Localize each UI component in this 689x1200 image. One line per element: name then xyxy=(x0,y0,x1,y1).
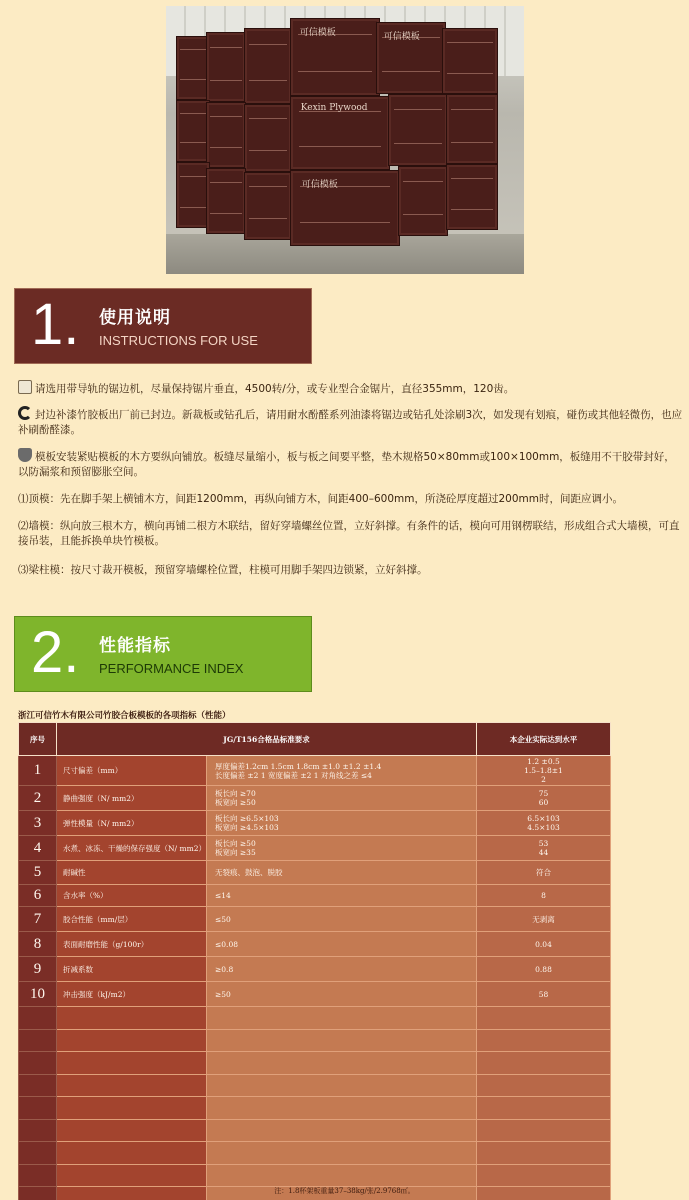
table-row xyxy=(19,932,611,957)
row-item: 水煮、冰冻、干燥的保存强度（N/ mm2） xyxy=(57,836,207,861)
row-actual xyxy=(477,861,611,885)
row-index: 8 xyxy=(19,932,57,957)
row-actual xyxy=(477,957,611,982)
actual-line: 58 xyxy=(538,989,549,999)
row-index: 10 xyxy=(19,982,57,1007)
plywood-stack xyxy=(446,164,498,230)
empty-cell xyxy=(207,1074,477,1097)
empty-cell xyxy=(57,1119,207,1142)
empty-cell xyxy=(207,1007,477,1030)
plywood-stack xyxy=(176,36,210,100)
plywood-stack xyxy=(244,28,292,104)
table-row xyxy=(19,982,611,1007)
empty-cell xyxy=(477,1097,611,1120)
actual-line: 0.88 xyxy=(535,964,552,974)
empty-cell xyxy=(207,1097,477,1120)
actual-line: 4.5×103 xyxy=(527,823,560,832)
empty-table-row xyxy=(19,1164,611,1187)
product-photo xyxy=(166,6,524,274)
standard-line: 板宽向 ≥4.5×103 xyxy=(215,823,279,832)
plywood-stack xyxy=(290,170,400,246)
table-caption: 浙江可信竹木有限公司竹胶合板模板的各项指标（性能） xyxy=(18,711,231,721)
plywood-stack xyxy=(244,172,292,240)
row-actual xyxy=(477,756,611,786)
row-standard xyxy=(207,756,477,786)
instruction-paragraph: ⑴顶模：先在脚手架上横铺木方，间距1200mm，再纵向铺方木，间距400–600mm，所浇砼厚度超过200mm时，间距应调小。 xyxy=(18,493,623,505)
row-index: 9 xyxy=(19,957,57,982)
standard-line: 无裂痕、鼓泡、脱胶 xyxy=(215,868,283,877)
table-row xyxy=(19,861,611,885)
performance-table xyxy=(18,722,611,1200)
row-actual xyxy=(477,982,611,1007)
plywood-stack xyxy=(176,100,210,162)
row-index: 2 xyxy=(19,786,57,811)
row-standard xyxy=(207,982,477,1007)
stack-brand-label: 可信模板 xyxy=(301,179,338,190)
instruction-paragraph: 封边补漆竹胶板出厂前已封边。新裁板或钻孔后，请用耐水酚醛系列油漆将锯边或钻孔处涂刷3次，如发现有划痕，碰伤或其他轻微伤，也应补刷酚醛漆。 xyxy=(18,406,684,438)
empty-table-row xyxy=(19,1097,611,1120)
plywood-stack xyxy=(206,32,246,102)
empty-cell xyxy=(477,1164,611,1187)
row-standard xyxy=(207,861,477,885)
empty-cell xyxy=(477,1142,611,1165)
row-actual xyxy=(477,932,611,957)
row-item: 耐碱性 xyxy=(57,861,207,885)
section-number: 1. xyxy=(31,292,80,357)
plywood-stack xyxy=(446,94,498,164)
row-item: 表面耐磨性能（g/100r） xyxy=(57,932,207,957)
row-item: 尺寸偏差（mm） xyxy=(57,756,207,786)
row-index: 6 xyxy=(19,885,57,907)
empty-cell xyxy=(19,1097,57,1120)
instruction-paragraph: ⑵墙模：纵向放三根木方，横向再铺二根方木联结，留好穿墙螺丝位置，立好斜撑。有条件的话，模向可用钢楞联结，形成组合式大墙模，可直接吊装，且能拆换单块竹模板。 xyxy=(18,520,680,547)
section-banner-instructions xyxy=(14,288,312,364)
row-actual xyxy=(477,885,611,907)
column-header: 本企业实际达到水平 xyxy=(477,723,611,756)
row-item: 静曲强度（N/ mm2） xyxy=(57,786,207,811)
stack-brand-label: Kexin Plywood xyxy=(300,102,368,113)
row-standard xyxy=(207,836,477,861)
row-item: 胶合性能（mm/层） xyxy=(57,907,207,932)
actual-line: 44 xyxy=(538,848,549,857)
empty-cell xyxy=(57,1029,207,1052)
stack-brand-label: 可信模板 xyxy=(299,28,336,39)
row-index: 3 xyxy=(19,811,57,836)
empty-table-row xyxy=(19,1029,611,1052)
row-item: 含水率（%） xyxy=(57,885,207,907)
table-row xyxy=(19,907,611,932)
table-row xyxy=(19,957,611,982)
row-index: 5 xyxy=(19,861,57,885)
table-row xyxy=(19,786,611,811)
table-header-row xyxy=(19,723,611,756)
actual-line: 60 xyxy=(538,798,549,807)
standard-line: 板长向 ≥6.5×103 xyxy=(215,814,279,823)
row-index: 7 xyxy=(19,907,57,932)
section-number: 2. xyxy=(31,620,80,685)
plywood-stack xyxy=(206,168,246,234)
actual-line: 1.5–1.8±1 xyxy=(524,766,563,775)
standard-line: 厚度偏差1.2cm 1.5cm 1.8cm ±1.0 ±1.2 ±1.4 xyxy=(215,761,382,771)
standard-line: ≤14 xyxy=(215,891,231,900)
section-subtitle: PERFORMANCE INDEX xyxy=(99,661,244,676)
standard-line: 板长向 ≥50 xyxy=(215,839,256,848)
empty-cell xyxy=(19,1052,57,1075)
plywood-stack xyxy=(442,28,498,94)
plywood-stack xyxy=(290,96,390,170)
table-row xyxy=(19,885,611,907)
table-row xyxy=(19,836,611,861)
row-item: 冲击强度（kJ/m2） xyxy=(57,982,207,1007)
empty-cell xyxy=(477,1029,611,1052)
plywood-stack xyxy=(388,94,448,166)
row-standard xyxy=(207,907,477,932)
empty-cell xyxy=(57,1164,207,1187)
standard-line: ≤0.08 xyxy=(215,939,238,949)
instruction-paragraph: ⑶梁柱模：按尺寸裁开模板，预留穿墙螺栓位置，柱模可用脚手架四边锁紧，立好斜撑。 xyxy=(18,564,428,576)
table-row xyxy=(19,811,611,836)
empty-table-row xyxy=(19,1052,611,1075)
standard-line: 板宽向 ≥35 xyxy=(215,848,256,857)
document-icon xyxy=(18,380,32,394)
plywood-stack xyxy=(244,104,292,172)
plywood-stack xyxy=(176,162,210,228)
row-index: 4 xyxy=(19,836,57,861)
table-footnote: 注：1.8杯架板重量37–38kg/张/2.9768㎡。 xyxy=(274,1187,415,1195)
instruction-paragraph: 模板安装紧贴模板的木方要纵向铺放。板缝尽量缩小，板与板之间要平整，垫木规格50×80mm或100×100mm，板缝用不干胶带封好，以防漏浆和预留膨胀空间。 xyxy=(18,448,684,480)
instruction-paragraph: 请选用带导轨的锯边机，尽量保持锯片垂直，4500转/分，或专业型合金锯片，直径355mm，120齿。 xyxy=(18,380,684,397)
empty-cell xyxy=(477,1119,611,1142)
section-title: 性能指标 xyxy=(99,636,171,656)
actual-line: 6.5×103 xyxy=(527,814,560,823)
empty-cell xyxy=(19,1029,57,1052)
empty-cell xyxy=(19,1142,57,1165)
standard-line: ≥50 xyxy=(215,989,231,999)
actual-line: 53 xyxy=(538,839,549,848)
row-standard xyxy=(207,885,477,907)
actual-line: 1.2 ±0.5 xyxy=(527,757,560,766)
actual-line: 8 xyxy=(541,891,546,900)
table-row xyxy=(19,756,611,786)
standard-line: 板宽向 ≥50 xyxy=(215,798,256,807)
empty-cell xyxy=(207,1164,477,1187)
empty-cell xyxy=(19,1007,57,1030)
empty-cell xyxy=(207,1119,477,1142)
empty-cell xyxy=(477,1007,611,1030)
row-actual xyxy=(477,786,611,811)
empty-table-row xyxy=(19,1007,611,1030)
actual-line: 75 xyxy=(538,789,549,798)
row-standard xyxy=(207,932,477,957)
shield-icon xyxy=(18,448,32,462)
section-banner-performance xyxy=(14,616,312,692)
empty-cell xyxy=(57,1074,207,1097)
plywood-stack xyxy=(398,166,448,236)
row-standard xyxy=(207,811,477,836)
standard-line: ≥0.8 xyxy=(215,964,234,974)
empty-cell xyxy=(19,1119,57,1142)
actual-line: 符合 xyxy=(536,868,551,877)
section-title: 使用说明 xyxy=(99,308,171,328)
empty-table-row xyxy=(19,1142,611,1165)
section-subtitle: INSTRUCTIONS FOR USE xyxy=(99,333,258,348)
empty-cell xyxy=(57,1142,207,1165)
standard-line: 长度偏差 ±2 1 宽度偏差 ±2 1 对角线之差 ≤4 xyxy=(215,770,372,780)
standard-line: 板长向 ≥70 xyxy=(215,789,256,798)
row-actual xyxy=(477,836,611,861)
row-actual xyxy=(477,907,611,932)
empty-cell xyxy=(477,1052,611,1075)
row-actual xyxy=(477,811,611,836)
empty-cell xyxy=(207,1052,477,1075)
plywood-stack xyxy=(290,18,380,96)
row-item: 折减系数 xyxy=(57,957,207,982)
row-standard xyxy=(207,786,477,811)
empty-cell xyxy=(207,1029,477,1052)
actual-line: 0.04 xyxy=(535,939,552,949)
column-header: JG/T156合格品标准要求 xyxy=(57,723,477,756)
empty-cell xyxy=(19,1164,57,1187)
standard-line: ≤50 xyxy=(215,914,231,924)
empty-table-row xyxy=(19,1074,611,1097)
row-index: 1 xyxy=(19,756,57,786)
empty-cell xyxy=(477,1074,611,1097)
empty-cell xyxy=(207,1142,477,1165)
empty-table-row xyxy=(19,1119,611,1142)
empty-cell xyxy=(57,1097,207,1120)
actual-line: 无剥离 xyxy=(532,914,555,924)
row-item: 弹性模量（N/ mm2） xyxy=(57,811,207,836)
column-header: 序号 xyxy=(19,723,57,756)
row-standard xyxy=(207,957,477,982)
empty-cell xyxy=(19,1074,57,1097)
empty-cell xyxy=(57,1052,207,1075)
plywood-stack xyxy=(206,102,246,168)
stack-brand-label: 可信模板 xyxy=(383,31,420,42)
actual-line: 2 xyxy=(541,775,546,784)
plywood-stack xyxy=(376,22,446,94)
tool-icon xyxy=(18,406,32,420)
empty-cell xyxy=(57,1007,207,1030)
